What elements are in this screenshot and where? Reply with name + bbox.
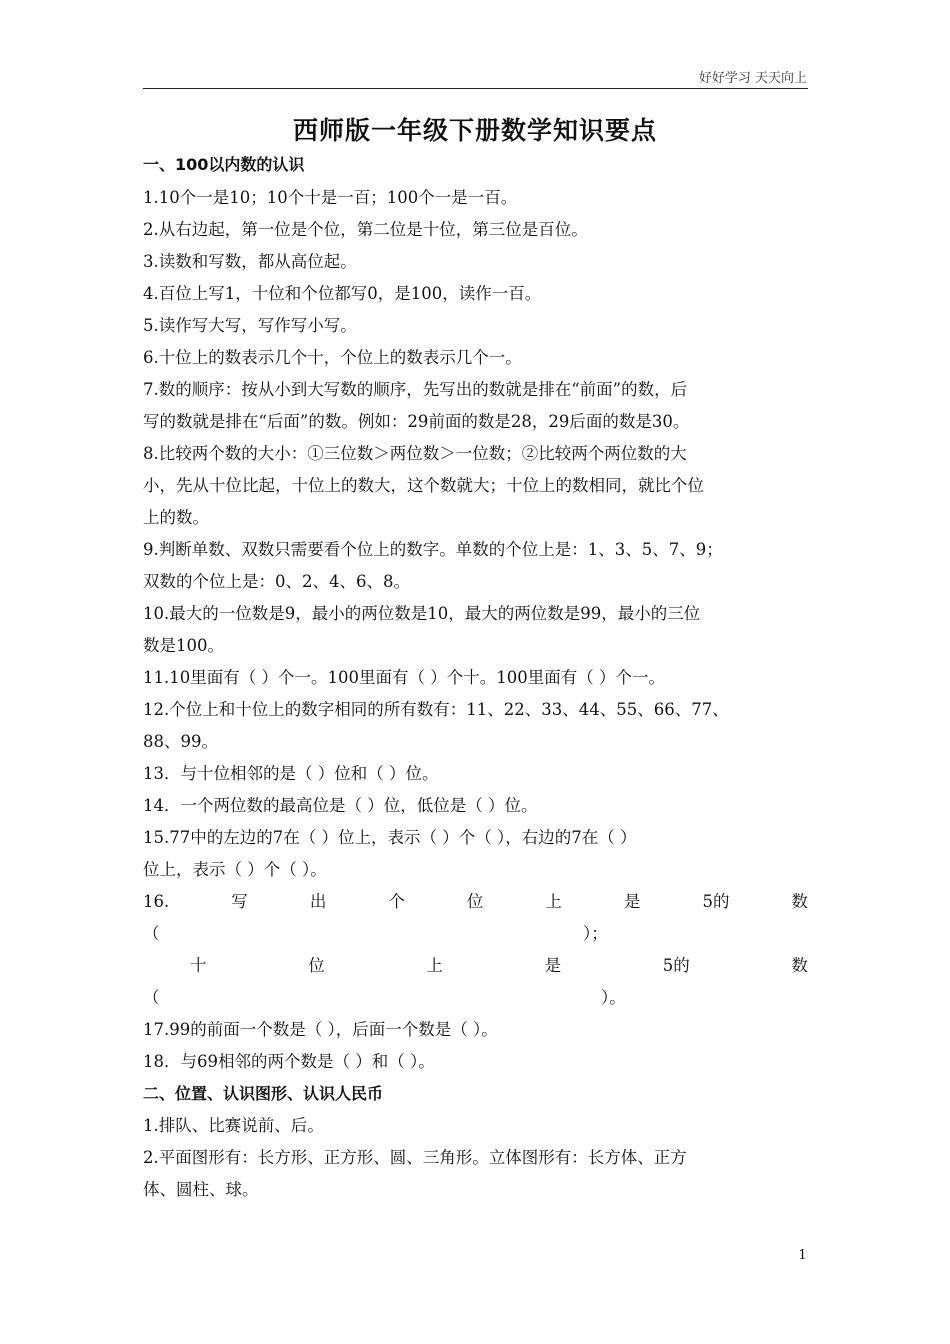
document-title: 西师版一年级下册数学知识要点	[292, 116, 657, 145]
text-line: 8.比较两个数的大小：①三位数＞两位数＞一位数；②比较两个两位数的大	[143, 444, 687, 463]
answer-blank-16a	[143, 922, 808, 946]
text-line: 5.读作写大写，写作写小写。	[143, 316, 357, 335]
section-heading: 一、100以内数的认识	[143, 155, 305, 174]
text-word: 上	[426, 956, 443, 975]
text-line: 6.十位上的数表示几个十，个位上的数表示几个一。	[143, 348, 522, 367]
text-line: 14．一个两位数的最高位是（ ）位，低位是（ ）位。	[143, 796, 538, 815]
text-word: 数	[791, 956, 808, 975]
header-divider	[143, 88, 808, 89]
text-word: 5的	[662, 956, 690, 975]
text-line: 15.77中的左边的7在（ ）位上，表示（ ）个（ ），右边的7在（ ）	[143, 828, 637, 847]
text-line: 17.99的前面一个数是（ ），后面一个数是（ ）。	[143, 1020, 498, 1039]
text-word: 位	[466, 892, 484, 911]
text-word: 数	[791, 892, 808, 911]
text-line: 小，先从十位比起，十位上的数大，这个数就大；十位上的数相同，就比个位	[143, 476, 704, 495]
text-line: 2.从右边起，第一位是个位，第二位是十位，第三位是百位。	[143, 220, 588, 239]
text-line: 位上，表示（ ）个（ ）。	[143, 860, 327, 879]
text-word: 是	[623, 892, 641, 911]
text-line: 体、圆柱、球。	[143, 1180, 259, 1199]
paren-open: （	[143, 924, 160, 943]
text-word: 写	[231, 892, 248, 911]
paren-close: ）；	[583, 924, 608, 943]
text-line: 18．与69相邻的两个数是（ ）和（ ）。	[143, 1052, 435, 1071]
text-line: 11.10里面有（ ）个一。100里面有（ ）个十。100里面有（ ）个一。	[143, 668, 665, 687]
text-line: 上的数。	[143, 508, 209, 527]
text-line: 12.个位上和十位上的数字相同的所有数有：11、22、33、44、55、66、77、	[143, 700, 729, 719]
answer-blank-16b	[143, 986, 808, 1010]
text-line: 3.读数和写数，都从高位起。	[143, 252, 357, 271]
text-line: 10.最大的一位数是9，最小的两位数是10，最大的两位数是99，最小的三位	[143, 604, 701, 623]
text-word: 位	[308, 956, 325, 975]
text-word: 个	[388, 892, 405, 911]
text-line: 双数的个位上是：0、2、4、6、8。	[143, 572, 410, 591]
text-line: 写的数就是排在“后面”的数。例如：29前面的数是28，29后面的数是30。	[143, 412, 690, 431]
text-line: 2.平面图形有：长方形、正方形、圆、三角形。立体图形有：长方体、正方	[143, 1148, 687, 1167]
header-motto: 好好学习 天天向上	[698, 71, 807, 86]
text-line: 7.数的顺序：按从小到大写数的顺序，先写出的数就是排在“前面”的数，后	[143, 380, 688, 399]
text-word: 5的	[702, 892, 730, 911]
question-16-line-a	[143, 890, 808, 914]
text-word: 上	[545, 892, 562, 911]
text-line: 数是100。	[143, 636, 224, 655]
text-line: 9.判断单数、双数只需要看个位上的数字。单数的个位上是：1、3、5、7、9；	[143, 540, 723, 559]
text-line: 4.百位上写1，十位和个位都写0，是100，读作一百。	[143, 284, 542, 303]
text-word: 是	[544, 956, 562, 975]
page-number: 1	[798, 1248, 807, 1263]
text-line: 88、99。	[143, 732, 218, 751]
paren-close: ）。	[601, 988, 626, 1007]
text-line: 1.10个一是10；10个十是一百；100个一是一百。	[143, 188, 518, 207]
text-word: 十	[190, 956, 207, 975]
question-16-line-b	[190, 954, 808, 978]
paren-open: （	[143, 988, 160, 1007]
text-line: 1.排队、比赛说前、后。	[143, 1116, 324, 1135]
text-word: 出	[309, 892, 327, 911]
section-heading: 二、位置、认识图形、认识人民币	[143, 1084, 384, 1103]
text-line: 13．与十位相邻的是（ ）位和（ ）位。	[143, 764, 439, 783]
text-word: 16.	[143, 892, 170, 911]
